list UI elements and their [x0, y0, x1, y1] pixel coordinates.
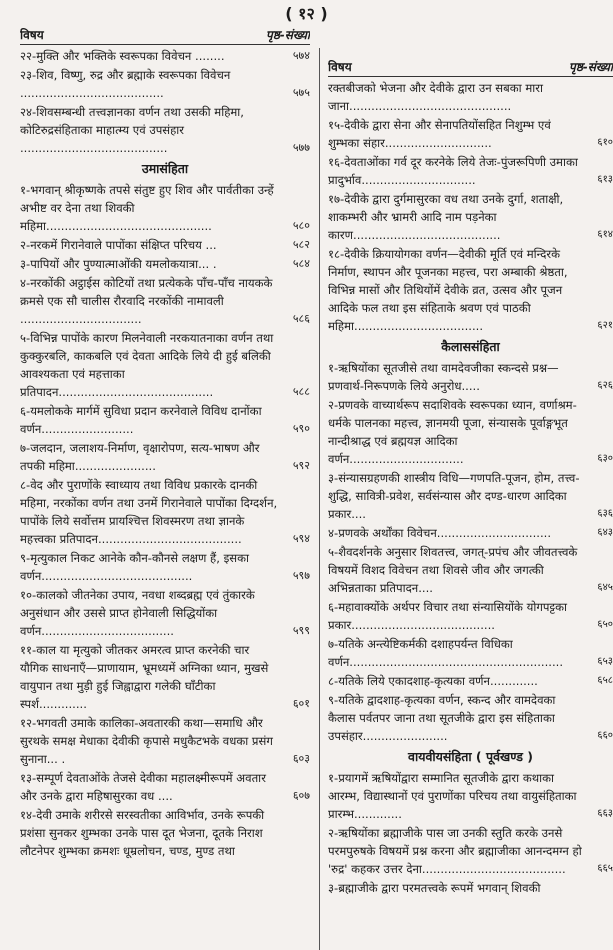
toc-entry-text: ४-नरकोंकी अट्ठाईस कोटियों तथा प्रत्येकके पाँच-पाँच नायकके क्रमसे एक सौ चालीस रौरवादि नरकोंकी नामावली .................................	[20, 276, 273, 326]
subject-heading: विषय	[328, 60, 352, 74]
toc-entry-page: ५८४	[292, 257, 310, 270]
toc-entry-text: २३-शिव, विष्णु, रुद्र और ब्रह्माके स्वरूपका विवेचन .......................................	[20, 68, 231, 100]
toc-entry-page: ५७४	[292, 49, 310, 62]
toc-entry-text: १०-कालको जीतनेका उपाय, नवधा शब्दब्रह्म एवं तुंकारके अनुसंधान और उससे प्राप्त होनेवाली सिद्धियोंका वर्णन....................................	[20, 588, 255, 638]
subject-heading: विषय	[20, 28, 44, 42]
toc-entry	[20, 255, 310, 273]
toc-entry	[20, 236, 310, 254]
toc-entry-text: ८-यतिके लिये एकादशाह-कृत्यका वर्णन.............	[328, 674, 538, 688]
toc-entry-text: १-भगवान् श्रीकृष्णके तपसे संतुष्ट हुए शिव और पार्वतीका उन्हें अभीष्ट वर देना तथा शिवकी महिमा.............................................	[20, 183, 274, 233]
toc-entry	[328, 190, 613, 244]
page-count-heading: पृष्ठ-संख्या	[568, 60, 613, 74]
toc-entry	[328, 824, 613, 878]
toc-entry-page: ६०३	[292, 752, 310, 765]
toc-entry-page: ५७५	[292, 86, 310, 99]
toc-entry	[20, 402, 310, 438]
toc-entry-page: ६५८	[597, 675, 613, 686]
toc-entry	[328, 396, 613, 468]
page-count-heading: पृष्ठ-संख्या	[265, 28, 310, 42]
toc-entry	[20, 66, 310, 102]
toc-entry-page: ५९०	[292, 422, 310, 435]
toc-entry-page: ६०७	[292, 789, 310, 802]
toc-entry-page: ५९४	[292, 532, 310, 545]
toc-entry	[328, 116, 613, 152]
toc-entry-text: १५-देवीके द्वारा सेना और सेनापतियोंसहित निशुम्भ एवं शुम्भका संहार.............................	[328, 118, 551, 150]
toc-entry-text: ७-जलदान, जलाशय-निर्माण, वृक्षारोपण, सत्य-भाषण और तपकी महिमा......................	[20, 441, 260, 473]
right-column	[328, 58, 613, 950]
toc-entry-text: रक्तबीजको भेजना और देवीके द्वारा उन सबका मारा जाना............................................	[328, 81, 544, 113]
toc-entry	[20, 181, 310, 235]
toc-entry-text: २२-मुक्ति और भक्तिके स्वरूपका विवेचन ........	[20, 49, 225, 63]
toc-entry-text: १-प्रयागमें ऋषियोंद्वारा सम्मानित सूतजीके द्वारा कथाका आरम्भ, विद्यास्थानों एवं पुराणोंका परिचय तथा वायुसंहिताका प्रारम्भ.............	[328, 771, 577, 821]
toc-entry-page: ६४३	[597, 527, 613, 538]
toc-entry	[20, 329, 310, 401]
toc-entry	[20, 714, 310, 768]
toc-entry-text: १७-देवीके द्वारा दुर्गमासुरका वध तथा उनके दुर्गा, शताक्षी, शाकम्भरी और भ्रामरी आदि नाम पड़नेका कारण........................................	[328, 192, 564, 242]
toc-entry-page: ५९२	[292, 459, 310, 472]
toc-entry-page: ६६३	[597, 808, 613, 819]
toc-entry	[20, 439, 310, 475]
toc-entry-text: ९-मृत्युकाल निकट आनेके कौन-कौनसे लक्षण हैं, इसका वर्णन.........................................	[20, 551, 250, 583]
toc-entry	[20, 103, 310, 157]
toc-entry	[328, 769, 613, 823]
toc-entry-page: ६३६	[597, 508, 613, 519]
toc-entry-text: ९-यतिके द्वादशाह-कृत्यका वर्णन, स्कन्द और वामदेवका कैलास पर्वतपर जाना तथा सूतजीके द्वारा इस संहिताका उपसंहार.......................	[328, 693, 556, 743]
left-column	[20, 26, 310, 950]
toc-entry	[328, 469, 613, 523]
toc-entry-text: ५-विभिन्न पापोंके कारण मिलनेवाली नरकयातनाका वर्णन तथा कुक्कुरबलि, काकबलि एवं देवता आदिके लिये दी हुई बलिकी आवश्यकता एवं महत्ताका प्रतिपादन..........................................	[20, 331, 274, 399]
toc-entry-text: ५-शैवदर्शनके अनुसार शिवतत्त्व, जगत्-प्रपंच और जीवतत्त्वके विषयमें विशद विवेचन तथा शिवसे जीव और जगत्की अभिन्नताका प्रतिपादन....	[328, 545, 578, 595]
toc-entry	[328, 153, 613, 189]
toc-entry-page: ५८२	[292, 238, 310, 251]
toc-entry-page: ६३०	[597, 453, 613, 464]
section-title: वायवीयसंहिता ( पूर्वखण्ड )	[408, 749, 533, 764]
toc-entry	[328, 879, 613, 897]
toc-entry-page: ६६५	[597, 863, 613, 874]
toc-entry-text: ११-काल या मृत्युको जीतकर अमरत्व प्राप्त करनेकी चार यौगिक साधनाएँ—प्राणायाम, भ्रूमध्यमें अग्निका ध्यान, मुखसे वायुपान तथा मुड़ी हुई जिह्वाद्वारा गलेकी घाँटीका स्पर्श.............	[20, 643, 269, 711]
toc-entry-page: ६५३	[597, 656, 613, 667]
toc-entry-text: १८-देवीके क्रियायोगका वर्णन—देवीकी मूर्ति एवं मन्दिरके निर्माण, स्थापन और पूजनका महत्त्व, परा अम्बाकी श्रेष्ठता, विभिन्न मासों और तिथियोंमें देवीके व्रत, उत्सव और पूजन आदिके फल तथा इस संहिताके श्रवण एवं पाठकी महिमा...................................	[328, 247, 568, 333]
toc-entry-text: २४-शिवसम्बन्धी तत्त्वज्ञानका वर्णन तथा उसकी महिमा, कोटिरुद्रसंहिताका माहात्म्य एवं उपसंहार ........................................	[20, 105, 244, 155]
toc-entry	[328, 79, 613, 115]
toc-entry	[20, 274, 310, 328]
toc-entry	[328, 672, 613, 690]
page-number: ( १२ )	[285, 4, 328, 23]
toc-entry	[20, 641, 310, 713]
toc-entry	[328, 524, 613, 542]
toc-entry	[20, 806, 310, 860]
toc-entry-page: ६६०	[597, 730, 613, 741]
toc-entry-text: १६-देवताओंका गर्व दूर करनेके लिये तेजः-पुंजरूपिणी उमाका प्रादुर्भाव...............................	[328, 155, 578, 187]
toc-entry-text: ३-ब्रह्माजीके द्वारा परमतत्त्वके रूपमें भगवान् शिवकी	[328, 881, 541, 895]
toc-entry	[328, 359, 613, 395]
right-header	[328, 58, 613, 77]
toc-entry	[328, 691, 613, 745]
toc-entry-page: ६०१	[292, 697, 310, 710]
toc-entry-page: ६१४	[597, 229, 613, 240]
toc-entry-text: १२-भगवती उमाके कालिका-अवतारकी कथा—समाधि और सुरथके समक्ष मेधाका देवीकी कृपासे मधुकैटभके वधका प्रसंग सुनाना... .	[20, 716, 273, 766]
toc-entry-text: २-प्रणवके वाच्यार्थरूप सदाशिवके स्वरूपका ध्यान, वर्णाश्रम-धर्मके पालनका महत्त्व, ज्ञानमयी पूजा, संन्यासके पूर्वाङ्गभूत नान्दीश्राद्ध एवं ब्रह्मयज्ञ आदिका वर्णन...............................	[328, 398, 577, 466]
toc-entry-text: १३-सम्पूर्ण देवताओंके तेजसे देवीका महालक्ष्मीरूपमें अवतार और उनके द्वारा महिषासुरका वध ....	[20, 771, 266, 803]
toc-entry	[20, 586, 310, 640]
toc-entry-text: ४-प्रणवके अर्थोंका विवेचन...............................	[328, 526, 552, 540]
toc-entry-text: १-ऋषियोंका सूतजीसे तथा वामदेवजीका स्कन्दसे प्रश्न—प्रणवार्थ-निरूपणके लिये अनुरोध.....	[328, 361, 559, 393]
toc-entry-page: ५८६	[292, 312, 310, 325]
toc-entry-text: ३-पापियों और पुण्यात्माओंकी यमलोकयात्रा... .	[20, 257, 217, 271]
section-title: कैलाससंहिता	[441, 339, 500, 354]
toc-entry-text: २-ऋषियोंका ब्रह्माजीके पास जा उनकी स्तुति करके उनसे परमपुरुषके विषयमें प्रश्न करना और ब्रह्माजीका आनन्दमग्न हो 'रुद्र' कहकर उत्तर देना.......................................	[328, 826, 582, 876]
toc-entry-page: ५९९	[292, 624, 310, 637]
toc-entry-text: ८-वेद और पुराणोंके स्वाध्याय तथा विविध प्रकारके दानकी महिमा, नरकोंका वर्णन तथा उनमें गिरानेवाले पापोंका दिग्दर्शन, पापोंके लिये सर्वोत्तम प्रायश्चित्त शिवस्मरण तथा ज्ञानके महत्त्वका प्रतिपादन.......................................	[20, 478, 278, 546]
toc-entry	[328, 598, 613, 634]
toc-entry	[328, 245, 613, 335]
left-header	[20, 26, 310, 45]
toc-entry-text: ७-यतिके अन्त्येष्टिकर्मकी दशाहपर्यन्त विधिका वर्णन..........................................................	[328, 637, 564, 669]
toc-entry-page: ५८८	[292, 385, 310, 398]
toc-entry-page: ५७७	[292, 141, 310, 154]
toc-entry-text: २-नरकमें गिरानेवाले पापोंका संक्षिप्त परिचय ...	[20, 238, 217, 252]
toc-entry-text: ६-यमलोकके मार्गमें सुविधा प्रदान करनेवाले विविध दानोंका वर्णन.........................	[20, 404, 262, 436]
toc-entry-text: १४-देवी उमाके शरीरसे सरस्वतीका आविर्भाव, उनके रूपकी प्रशंसा सुनकर शुम्भका उनके पास दूत भेजना, दूतके निराश लौटनेपर शुम्भका क्रमशः धूम्रलोचन, चण्ड, मुण्ड तथा	[20, 808, 265, 858]
toc-entry-page: ६१०	[597, 137, 613, 148]
column-divider	[319, 48, 320, 950]
toc-entry	[20, 47, 310, 65]
section-title: उमासंहिता	[141, 161, 189, 176]
toc-entry-page: ६५०	[597, 619, 613, 630]
toc-entry	[20, 769, 310, 805]
toc-entry	[328, 543, 613, 597]
toc-entry-text: ६-महावाक्योंके अर्थपर विचार तथा संन्यासियोंके योगपट्टका प्रकार.......................................	[328, 600, 568, 632]
toc-entry-text: ३-संन्यासग्रहणकी शास्त्रीय विधि—गणपति-पूजन, होम, तत्त्व-शुद्धि, सावित्री-प्रवेश, सर्वसंन्यास और दण्ड-धारण आदिका प्रकार....	[328, 471, 580, 521]
toc-entry-page: ६१३	[597, 174, 613, 185]
toc-entry-page: ६२१	[597, 320, 613, 331]
toc-entry	[20, 476, 310, 548]
toc-entry	[20, 549, 310, 585]
toc-entry-page: ६२६	[597, 380, 613, 391]
toc-entry-page: ६४५	[597, 582, 613, 593]
toc-entry	[328, 635, 613, 671]
toc-entry-page: ५८०	[292, 219, 310, 232]
toc-entry-page: ५९७	[292, 569, 310, 582]
